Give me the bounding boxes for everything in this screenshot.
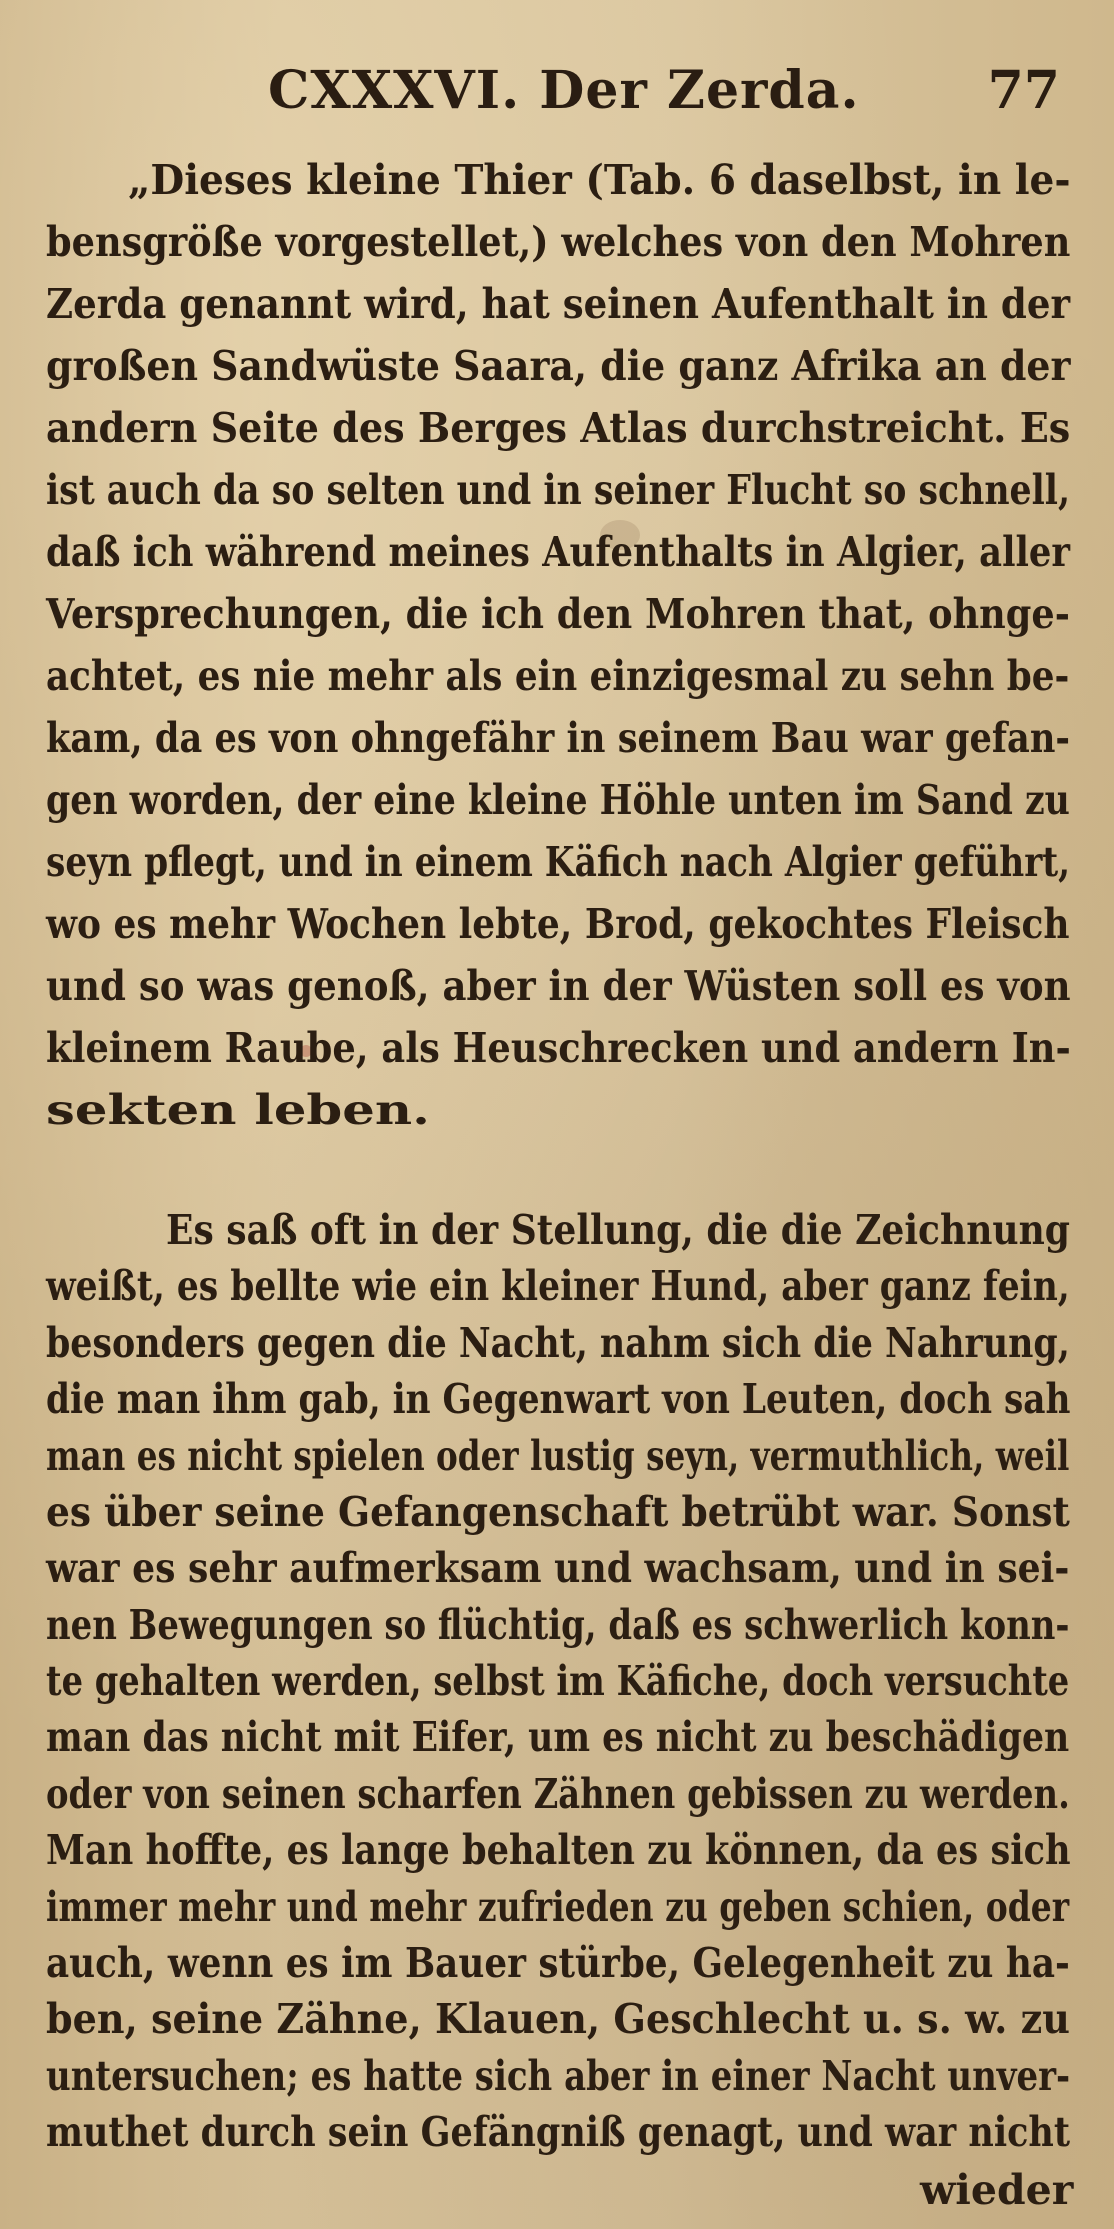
catchword: wieder [920, 2166, 1074, 2214]
text-line: muthet durch sein Gefängniß genagt, und war nicht [46, 2108, 1070, 2156]
text-line: andern Seite des Berges Atlas durchstreicht. Es [46, 404, 1071, 452]
text-line: war es sehr aufmerksam und wachsam, und in sei- [46, 1544, 1070, 1592]
text-line: Zerda genannt wird, hat seinen Aufenthalt in der [46, 280, 1071, 328]
text-line: gen worden, der eine kleine Höhle unten im Sand zu [46, 776, 1070, 824]
text-line: es über seine Gefangenschaft betrübt war. Sonst [46, 1488, 1070, 1536]
text-line: wo es mehr Wochen lebte, Brod, gekochtes Fleisch [46, 900, 1070, 948]
text-line: und so was genoß, aber in der Wüsten soll es von [46, 962, 1071, 1010]
text-line: immer mehr und mehr zufrieden zu geben schien, oder [46, 1883, 1070, 1931]
text-line: großen Sandwüste Saara, die ganz Afrika an der [46, 342, 1071, 390]
chapter-title: CXXXVI. Der Zerda. [268, 60, 860, 121]
text-line: ist auch da so selten und in seiner Flucht so schnell, [46, 466, 1071, 514]
text-line: te gehalten werden, selbst im Käfiche, doch versuchte [46, 1657, 1070, 1705]
text-line: bensgröße vorgestellet,) welches von den Mohren [46, 218, 1071, 266]
text-line: „Dieses kleine Thier (Tab. 6 daselbst, in le- [128, 156, 1071, 204]
text-line: seyn pflegt, und in einem Käfich nach Algier geführt, [46, 838, 1071, 886]
text-line: Versprechungen, die ich den Mohren that, ohnge- [46, 590, 1070, 638]
text-line: daß ich während meines Aufenthalts in Algier, aller [46, 528, 1071, 576]
text-line: Es saß oft in der Stellung, die die Zeichnung [166, 1206, 1071, 1254]
text-line: weißt, es bellte wie ein kleiner Hund, aber ganz fein, [46, 1262, 1070, 1310]
text-line: kleinem Raube, als Heuschrecken und andern In- [46, 1024, 1071, 1072]
text-line: kam, da es von ohngefähr in seinem Bau war gefan- [46, 714, 1071, 762]
text-line: man das nicht mit Eifer, um es nicht zu beschädigen [46, 1713, 1070, 1761]
running-header [268, 60, 1068, 140]
text-line: oder von seinen scharfen Zähnen gebissen zu werden. [46, 1770, 1070, 1818]
text-line: untersuchen; es hatte sich aber in einer Nacht unver- [46, 2052, 1071, 2100]
text-line: besonders gegen die Nacht, nahm sich die Nahrung, [46, 1319, 1070, 1367]
text-line: sekten leben. [46, 1086, 430, 1134]
text-line: man es nicht spielen oder lustig seyn, vermuthlich, weil [46, 1432, 1070, 1480]
text-line: nen Bewegungen so flüchtig, daß es schwerlich konn- [46, 1601, 1070, 1649]
page-number: 77 [987, 60, 1060, 121]
text-line: die man ihm gab, in Gegenwart von Leuten, doch sah [46, 1375, 1071, 1423]
text-line: Man hoffte, es lange behalten zu können, da es sich [46, 1826, 1071, 1874]
text-line: ben, seine Zähne, Klauen, Geschlecht u. s. w. zu [46, 1995, 1070, 2043]
text-line: auch, wenn es im Bauer stürbe, Gelegenheit zu ha- [46, 1939, 1070, 1987]
text-line: achtet, es nie mehr als ein einzigesmal zu sehn be- [46, 652, 1070, 700]
